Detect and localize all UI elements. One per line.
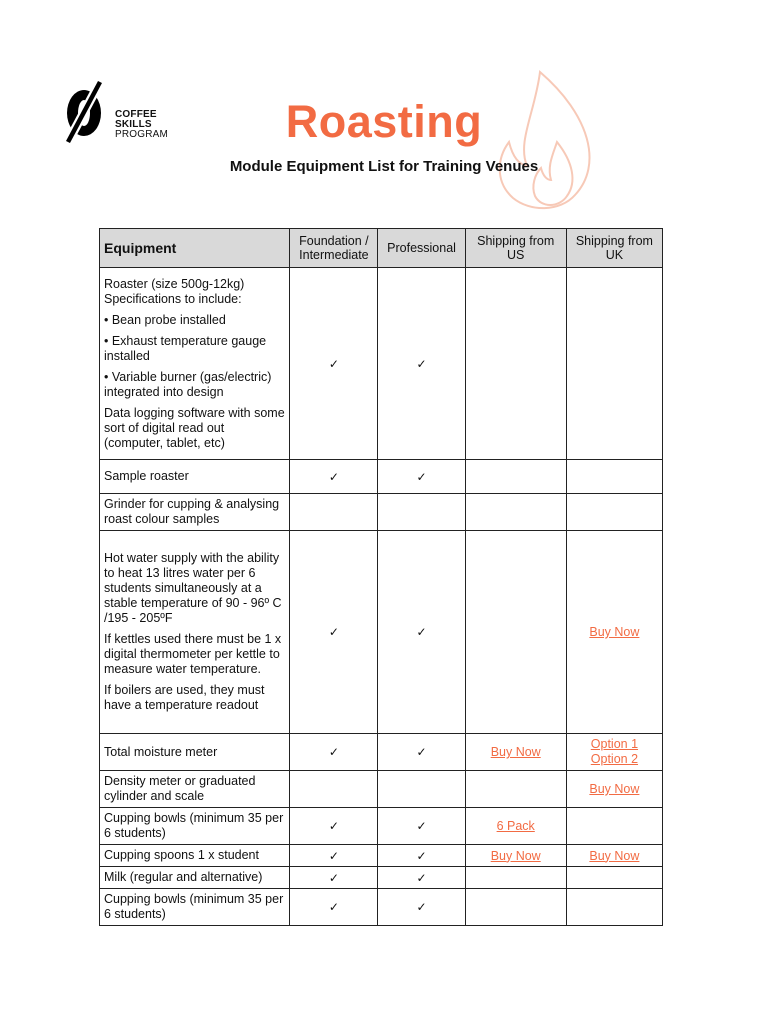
foundation-cell (290, 494, 378, 531)
page-subtitle: Module Equipment List for Training Venues (229, 158, 539, 175)
equipment-cell (100, 808, 290, 845)
checkmark-icon: ✓ (416, 625, 427, 639)
checkmark-icon: ✓ (416, 819, 427, 833)
equipment-description: Sample roaster (104, 469, 189, 483)
equipment-cell (100, 531, 290, 734)
equipment-description: Grinder for cupping & analysing roast colour samples (104, 497, 280, 526)
professional-cell (378, 460, 465, 494)
table-row (100, 771, 663, 808)
professional-cell (378, 845, 465, 867)
checkmark-icon: ✓ (328, 745, 339, 759)
shipping-us-6-pack-link[interactable]: 6 Pack (496, 819, 535, 833)
equipment-description: Hot water supply with the ability to heat 13 litres water per 6 students simultaneously at a stable temperature of 90 - 96º C /195 - 205ºF (104, 551, 282, 625)
equipment-cell (100, 867, 290, 889)
table-row (100, 460, 663, 494)
shipping-uk-option-1-link[interactable]: Option 1 (590, 737, 639, 751)
equipment-cell (100, 494, 290, 531)
professional-cell (378, 808, 465, 845)
equipment-table (99, 228, 663, 926)
table-header-row (100, 229, 663, 268)
shipping-uk-buy-now-link[interactable]: Buy Now (589, 782, 640, 796)
shipping-uk-cell (566, 460, 662, 494)
checkmark-icon: ✓ (328, 870, 339, 885)
equipment-cell (100, 771, 290, 808)
checkmark-icon: ✓ (328, 819, 339, 833)
shipping-us-cell (465, 531, 566, 734)
shipping-us-cell (465, 845, 566, 867)
shipping-us-cell (465, 889, 566, 926)
checkmark-icon: ✓ (328, 469, 339, 484)
shipping-uk-cell (566, 268, 662, 460)
table-row (100, 734, 663, 771)
shipping-us-buy-now-link[interactable]: Buy Now (490, 745, 541, 759)
table-row (100, 494, 663, 531)
foundation-cell (290, 889, 378, 926)
professional-cell (378, 867, 465, 889)
table-row (100, 867, 663, 889)
foundation-cell (290, 531, 378, 734)
shipping-uk-cell (566, 494, 662, 531)
table-row (100, 889, 663, 926)
equipment-description: • Bean probe installed (104, 312, 226, 327)
shipping-us-cell (465, 268, 566, 460)
equipment-description: Milk (regular and alternative) (104, 870, 263, 884)
table-row (100, 268, 663, 460)
checkmark-icon: ✓ (416, 745, 427, 759)
checkmark-icon: ✓ (416, 900, 427, 914)
column-header-foundation: Foundation / Intermediate (290, 229, 378, 268)
equipment-description: Roaster (size 500g-12kg) Specifications to include: (104, 276, 245, 306)
checkmark-icon: ✓ (328, 625, 339, 639)
equipment-description: Density meter or graduated cylinder and scale (104, 774, 256, 803)
equipment-description: • Exhaust temperature gauge installed (104, 333, 267, 363)
checkmark-icon: ✓ (416, 469, 427, 484)
equipment-description: If kettles used there must be 1 x digital thermometer per kettle to measure water temperature. (104, 632, 282, 676)
checkmark-icon: ✓ (416, 848, 427, 863)
equipment-description: Data logging software with some sort of digital read out (computer, tablet, etc) (104, 405, 285, 450)
logo-line-coffee: COFFEE (115, 109, 157, 120)
equipment-description: Total moisture meter (104, 744, 218, 759)
checkmark-icon: ✓ (328, 900, 339, 914)
professional-cell (378, 531, 465, 734)
column-header-shipping-us: Shipping from US (465, 229, 566, 268)
foundation-cell (290, 808, 378, 845)
foundation-cell (290, 867, 378, 889)
foundation-cell (290, 845, 378, 867)
checkmark-icon: ✓ (328, 848, 339, 863)
equipment-description: Cupping bowls (minimum 35 per 6 students) (104, 892, 284, 921)
shipping-us-cell (465, 808, 566, 845)
column-header-professional: Professional (378, 229, 465, 268)
shipping-us-buy-now-link[interactable]: Buy Now (490, 848, 541, 863)
checkmark-icon: ✓ (328, 356, 339, 371)
shipping-uk-cell (566, 889, 662, 926)
checkmark-icon: ✓ (416, 356, 427, 371)
shipping-us-cell (465, 734, 566, 771)
shipping-uk-cell (566, 734, 662, 771)
professional-cell (378, 889, 465, 926)
checkmark-icon: ✓ (416, 870, 427, 885)
equipment-description: • Variable burner (gas/electric) integrated into design (104, 369, 272, 399)
shipping-uk-option-2-link[interactable]: Option 2 (590, 752, 639, 766)
professional-cell (378, 771, 465, 808)
shipping-uk-cell (566, 808, 662, 845)
professional-cell (378, 494, 465, 531)
shipping-uk-buy-now-link[interactable]: Buy Now (589, 625, 640, 639)
foundation-cell (290, 460, 378, 494)
logo-line-program: PROGRAM (115, 129, 169, 140)
table-row (100, 531, 663, 734)
logo-line-skills: SKILLS (115, 119, 152, 130)
professional-cell (378, 734, 465, 771)
equipment-description: Cupping spoons 1 x student (104, 848, 259, 862)
equipment-cell (100, 734, 290, 771)
foundation-cell (290, 734, 378, 771)
equipment-description: Cupping bowls (minimum 35 per 6 students) (104, 811, 284, 840)
equipment-cell (100, 845, 290, 867)
foundation-cell (290, 771, 378, 808)
column-header-shipping-uk: Shipping from UK (566, 229, 662, 268)
shipping-us-cell (465, 867, 566, 889)
table-row (100, 808, 663, 845)
column-header-equipment: Equipment (100, 229, 290, 268)
shipping-us-cell (465, 494, 566, 531)
shipping-uk-buy-now-link[interactable]: Buy Now (589, 848, 640, 863)
equipment-cell (100, 460, 290, 494)
page-title: Roasting (285, 96, 483, 147)
professional-cell (378, 268, 465, 460)
shipping-uk-cell (566, 845, 662, 867)
equipment-description: If boilers are used, they must have a temperature readout (104, 683, 265, 712)
shipping-uk-cell (566, 531, 662, 734)
shipping-us-cell (465, 460, 566, 494)
shipping-uk-cell (566, 771, 662, 808)
shipping-us-cell (465, 771, 566, 808)
table-row (100, 845, 663, 867)
equipment-cell (100, 268, 290, 460)
equipment-cell (100, 889, 290, 926)
shipping-uk-cell (566, 867, 662, 889)
foundation-cell (290, 268, 378, 460)
